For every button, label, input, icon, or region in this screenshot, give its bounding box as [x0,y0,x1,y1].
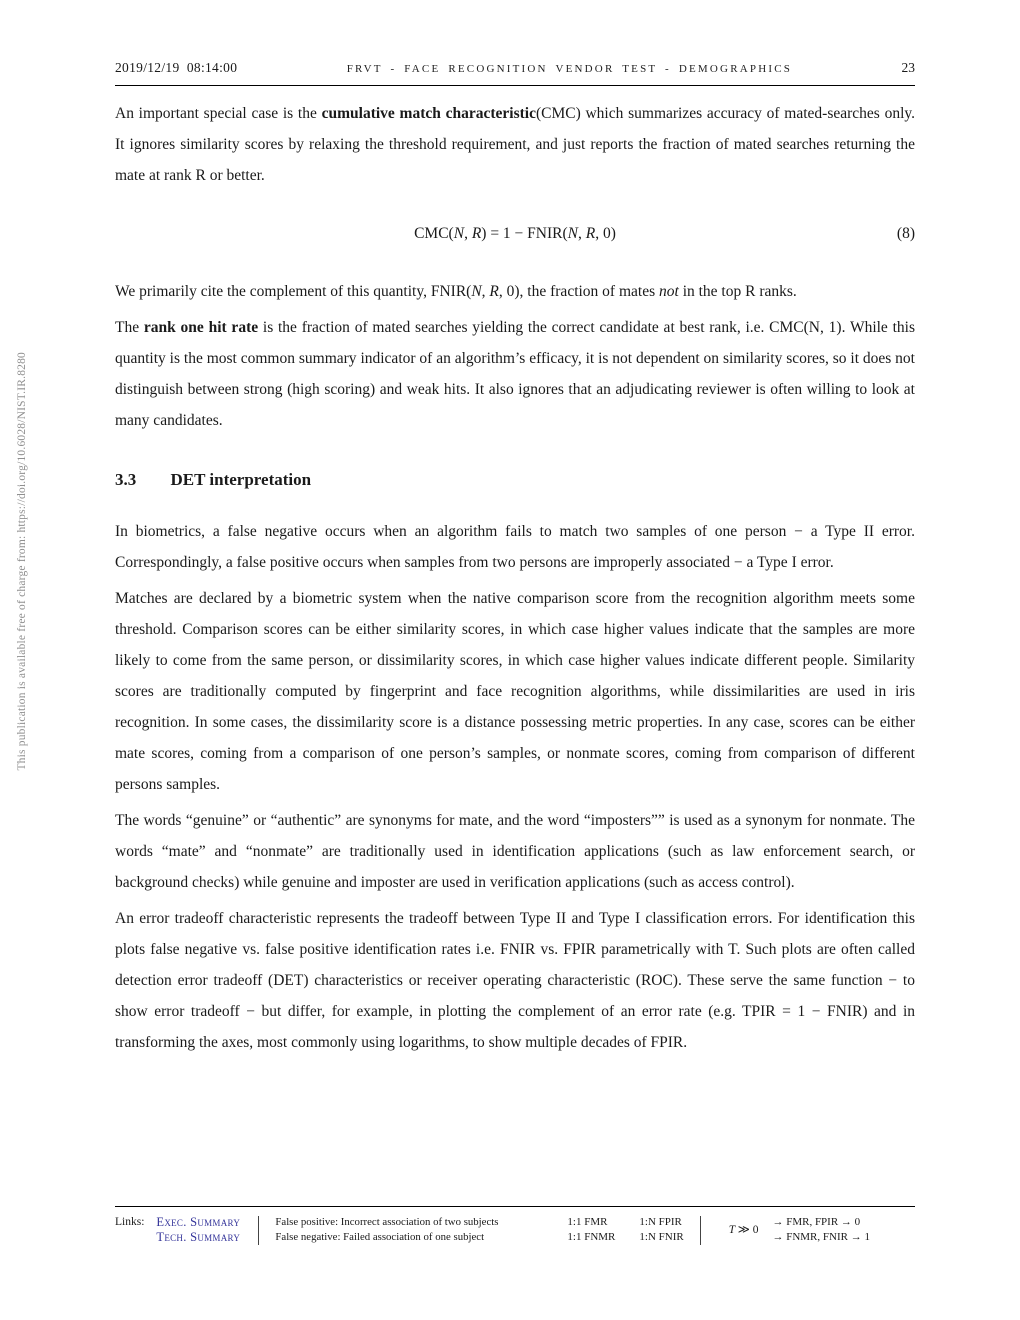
threshold-effect-fnmr-fnir: → FNMR, FNIR → 1 [772,1231,870,1243]
metric-1to1-fmr: 1:1 FMR [567,1216,608,1228]
header-page-number: 23 [901,60,915,75]
footer-divider-right [700,1216,701,1245]
footer-metrics-1to1 [567,1215,615,1245]
sidebar-availability-note: This publication is available free of charge from: https://doi.org/10.6028/NIST.IR.8280 [16,352,28,771]
footer-links [156,1215,252,1245]
equation-cmc [115,218,915,249]
equation-text: CMC(N, R) = 1 − FNIR(N, R, 0) [414,225,616,242]
page-body [115,98,915,1063]
definition-false-negative: False negative: Failed association of one subject [275,1231,485,1243]
link-exec-summary[interactable]: Exec. Summary [156,1215,241,1229]
paragraph-matches-threshold: Matches are declared by a biometric system when the native comparison score from the recognition algorithm meets some threshold. Comparison scores can be either similarity scores, in which case higher values indicate that the samples are more likely to come from the same person, or dissimilarity scores, in which case higher values indicate different people. Similarity scores are traditionally computed by fingerprint and face recognition algorithms, while dissimilarities are used in iris recognition. In some cases, the dissimilarity score is a distance possessing metric properties. In any case, scores can be either mate scores, coming from a comparison of one person’s samples, or nonmate scores, coming from comparison of different persons samples. [115,590,915,793]
paragraph-cmc-intro: An important special case is the cumulative match characteristic(CMC) which summarizes accuracy of mated-searches only. It ignores similarity scores by relaxing the threshold requirement, and just reports the fraction of mated searches returning the mate at rank R or better. [115,105,915,184]
paragraph-fnir-complement: We primarily cite the complement of this quantity, FNIR(N, R, 0), the fraction of mates not in the top R ranks. [115,283,797,300]
definition-false-positive: False positive: Incorrect association of two subjects [275,1216,499,1228]
paragraph-genuine-imposter-terms: The words “genuine” or “authentic” are synonyms for mate, and the word “imposters”” is used as a synonym for nonmate. The words “mate” and “nonmate” are traditionally used in identification applications (such as law enforcement search, or background checks) while genuine and imposter are used in verification applications (such as access control). [115,812,915,891]
footer-metrics-1toN [639,1215,683,1245]
metric-1toN-fpir: 1:N FPIR [639,1216,682,1228]
section-heading-det-interpretation [115,468,915,492]
equation-number: (8) [896,225,915,242]
page-footer [115,1206,915,1245]
page-header [115,60,915,86]
header-timestamp: 2019/12/19 08:14:00 [115,60,238,75]
header-running-title: FRVT - FACE RECOGNITION VENDOR TEST - DEMOGRAPHICS [346,63,793,75]
footer-links-label: Links: [115,1216,145,1228]
section-title: DET interpretation [170,470,312,489]
footer-definitions [275,1215,543,1245]
threshold-effect-fmr-fpir: → FMR, FPIR → 0 [772,1216,861,1228]
paragraph-error-tradeoff: An error tradeoff characteristic represents the tradeoff between Type II and Type I classification errors. For identification this plots false negative vs. false positive identification rates i.e. FNIR vs. FPIR parametrically with T. Such plots are often called detection error tradeoff (DET) characteristics or receiver operating characteristic (ROC). These serve the same function − to show error tradeoff − but differ, for example, in plotting the complement of an error rate (e.g. TPIR = 1 − FNIR) and in transforming the axes, most commonly using logarithms, to show multiple decades of FPIR. [115,910,915,1051]
footer-divider-left [258,1216,259,1245]
paragraph-rank-one-hit-rate: The rank one hit rate is the fraction of mated searches yielding the correct candidate at best rank, i.e. CMC(N, 1). While this quantity is the most common summary indicator of an algorithm’s efficacy, it is not dependent on similarity scores, so it does not distinguish between strong (high scoring) and weak hits. It also ignores that an adjudicating reviewer is often willing to look at many candidates. [115,319,915,429]
footer-threshold-effects [772,1215,870,1245]
section-number: 3.3 [115,470,137,489]
link-tech-summary[interactable]: Tech. Summary [156,1230,241,1244]
paragraph-type-errors: In biometrics, a false negative occurs when an algorithm fails to match two samples of one person − a Type II error. Correspondingly, a false positive occurs when samples from two persons are improperly associated − a Type I error. [115,523,915,571]
footer-threshold-condition: T ≫ 0 [728,1223,759,1236]
metric-1toN-fnir: 1:N FNIR [639,1231,684,1243]
metric-1to1-fnmr: 1:1 FNMR [567,1231,616,1243]
